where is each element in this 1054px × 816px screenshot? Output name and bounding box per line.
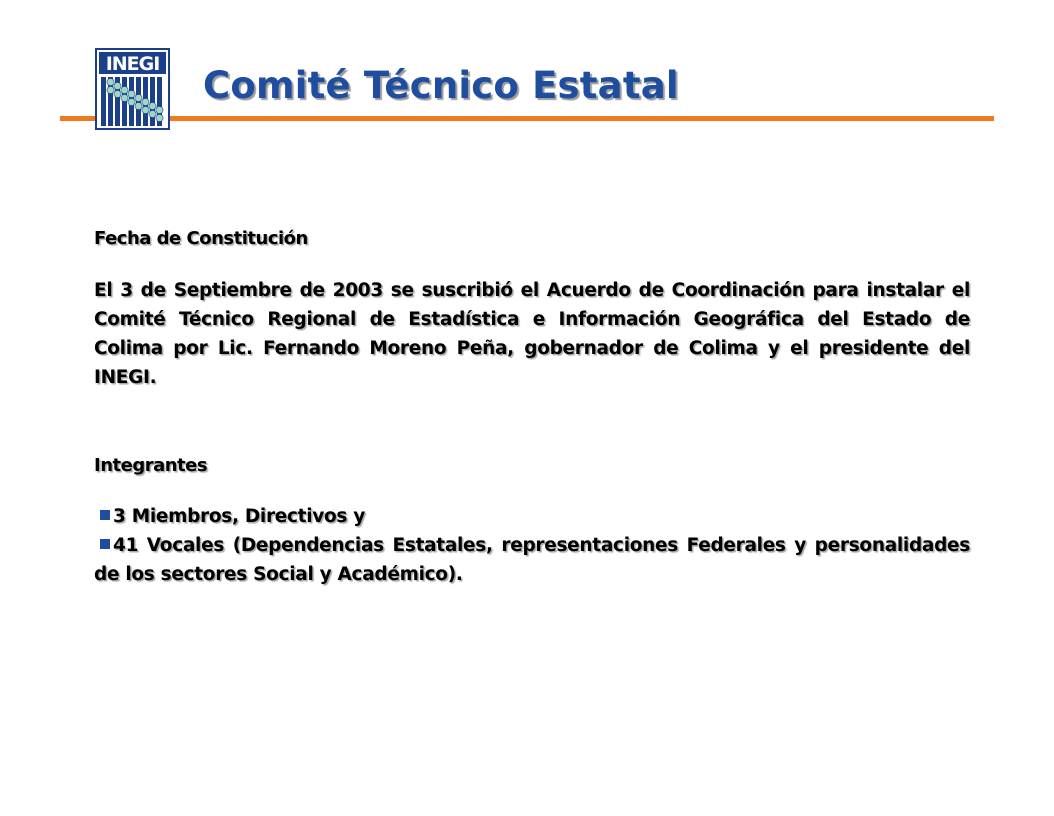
- slide-content: [94, 228, 970, 589]
- inegi-logo: [95, 48, 170, 130]
- square-bullet-icon: [100, 510, 110, 520]
- logo-wordmark: INEGI: [105, 53, 160, 75]
- list-item-text: 3 Miembros, Directivos y: [113, 506, 366, 527]
- square-bullet-icon: [100, 539, 110, 549]
- list-item: [94, 531, 970, 589]
- header-divider: [60, 116, 994, 121]
- fecha-constitucion-heading: Fecha de Constitución: [94, 228, 308, 249]
- fecha-constitucion-paragraph: El 3 de Septiembre de 2003 se suscribió el Acuerdo de Coordinación para instalar el Comité Técnico Regional de Estadística e Información Geográfica del Estado de Colima por Lic. Fernando Moreno Peña, gobernador de Colima y el presidente del INEGI.: [94, 280, 970, 388]
- slide-title: Comité Técnico Estatal: [203, 64, 679, 107]
- list-item: [94, 502, 970, 531]
- integrantes-list: [94, 502, 970, 589]
- list-item-text: 41 Vocales (Dependencias Estatales, representaciones Federales y personalidades de los sectores Social y Académico).: [94, 535, 970, 585]
- integrantes-heading: Integrantes: [94, 455, 208, 476]
